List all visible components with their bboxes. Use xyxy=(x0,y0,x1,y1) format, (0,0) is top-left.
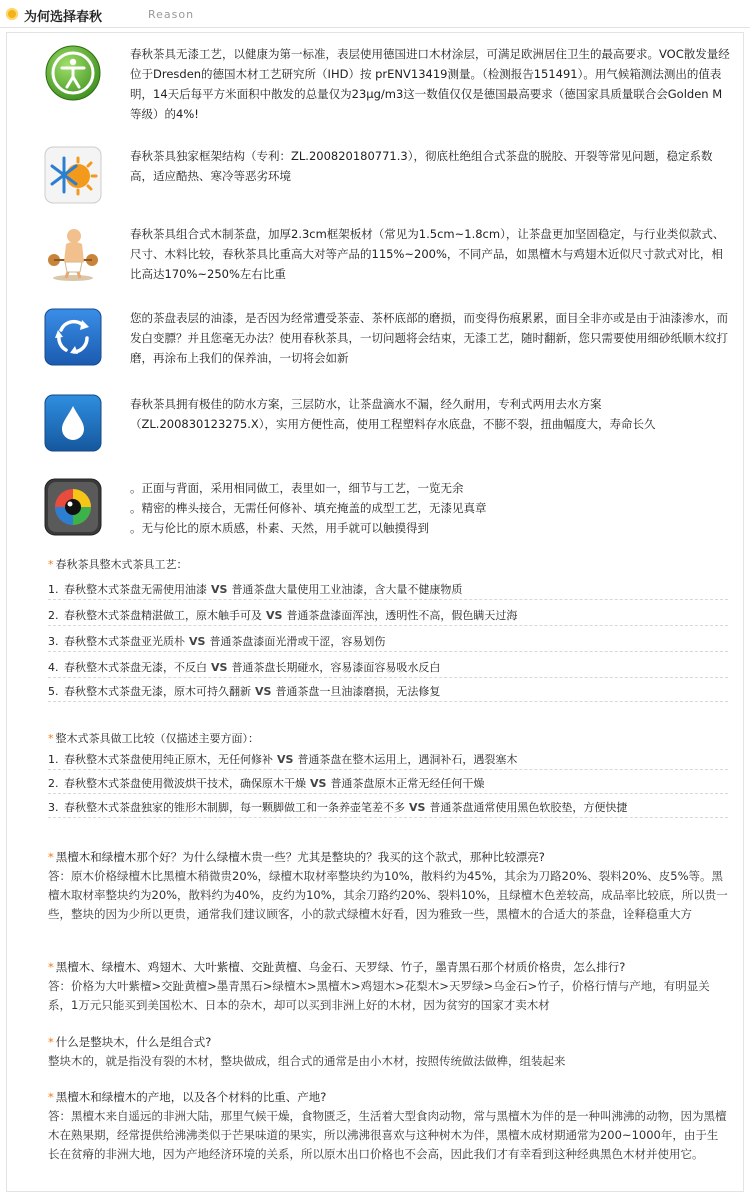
star-bullet-icon: * xyxy=(48,732,54,745)
craft-section-title: * 春秋茶具整木式茶具工艺： xyxy=(48,558,188,571)
feature-thick-board xyxy=(44,224,725,288)
faq-item xyxy=(48,848,728,924)
faq-question: * 黑檀木和绿檀木的产地，以及各个材料的比重、产地? xyxy=(48,1090,327,1104)
color-eye-icon xyxy=(44,478,102,536)
faq-question: * 黑檀木、绿檀木、鸡翅木、大叶紫檀、交趾黄檀、乌金石、天罗绿、竹子，墨青黑石那个材质价格贵，怎么排行? xyxy=(48,960,626,974)
section-subtitle: Reason xyxy=(148,8,195,21)
feature-craftsmanship xyxy=(44,478,704,540)
star-bullet-icon: * xyxy=(48,960,54,974)
faq-answer: 答：原木价格绿檀木比黑檀木稍微贵20%，绿檀木取材率整块约为10%，散料约为45%，其余为刀路20%、裂料20%、皮5%等。黑檀木取材率整块约为20%，散料约为40%，皮约为10%，其余刀路约20%、裂料10%，且绿檀木色差较高，成品率比较底，所以贵一些，整块的因为少所以更贵，通常我们建议顾客，小的款式绿檀木好看，因为雅致一些，黑檀木的合适大的茶盘，诠释稳重大方 xyxy=(48,869,728,921)
snowflake-sun-icon xyxy=(44,146,102,204)
work-compare-row: 2. 春秋整木式茶盘使用微波烘干技术，确保原木干燥 VS 普通茶盘原木正常无经任何干燥 xyxy=(48,774,728,794)
faq-item xyxy=(48,958,728,1015)
craft-compare-row: 5. 春秋整木式茶盘无漆，原木可持久翻新 VS 普通茶盘一旦油漆磨损，无法修复 xyxy=(48,682,728,702)
feature-bullet: 。正面与背面，采用相同做工，表里如一，细节与工艺，一览无余 xyxy=(130,481,464,495)
feature-text: 春秋茶具独家框架结构（专利：ZL.200820180771.3），彻底杜绝组合式茶盘的脱胶、开裂等常见问题，稳定系数高，适应酷热、寒冷等恶劣环境 xyxy=(130,149,713,183)
feature-text: 春秋茶具无漆工艺，以健康为第一标准，表层使用德国进口木材涂层，可满足欧洲居住卫生的最高要求。VOC散发量经位于Dresden的德国木材工艺研究所（IHD）按 prENV13419测量。（检测报告151491）。用气候箱测法测出的值表明，14天后每平方米面积中散发的总量仅为23μg/m3这一数值仅仅是德国最高要求（德国家具质量联合会Golden M等级）的4%! xyxy=(130,47,730,121)
section-header xyxy=(0,0,750,28)
feature-bullet: 。无与伦比的原木质感，朴素、天然，用手就可以触摸得到 xyxy=(130,521,429,535)
accessibility-person-icon xyxy=(44,44,102,102)
star-bullet-icon: * xyxy=(48,558,54,571)
section-title: 为何选择春秋 xyxy=(24,10,103,25)
faq-question: * 黑檀木和绿檀木那个好？为什么绿檀木贵一些？尤其是整块的？我买的这个款式，那种比较漂亮? xyxy=(48,850,545,864)
star-bullet-icon: * xyxy=(48,1090,54,1104)
craft-compare-row: 2. 春秋整木式茶盘精湛做工，原木触手可及 VS 普通茶盘漆面浑浊，透明性不高，假色瞒天过海 xyxy=(48,606,728,626)
star-bullet-icon: * xyxy=(48,1035,54,1049)
craft-compare-row: 1. 春秋整木式茶盘无需使用油漆 VS 普通茶盘大量使用工业油漆，含大量不健康物质 xyxy=(48,580,728,600)
water-drop-icon xyxy=(44,394,102,452)
feature-waterproof xyxy=(44,394,704,458)
faq-question: * 什么是整块木，什么是组合式? xyxy=(48,1035,212,1049)
feature-text: 春秋茶具组合式木制茶盘，加厚2.3cm框架板材（常见为1.5cm~1.8cm），让茶盘更加坚固稳定，与行业类似款式、尺寸、木料比较，春秋茶具比重高大对等产品的115%~200%，不同产品，如黑檀木与鸡翅木近似尺寸款式对比，相比高达170%~250%左右比重 xyxy=(130,227,725,281)
faq-item xyxy=(48,1033,728,1071)
feature-text: 春秋茶具拥有极佳的防水方案，三层防水，让茶盘滴水不漏，经久耐用，专利式两用去水方案（ZL.200830123275.X），实用方便性高，使用工程塑料存水底盘，不膨不裂，扭曲幅度大，寿命长久 xyxy=(130,397,656,431)
faq-answer: 答：价格为大叶紫檀>交趾黄檀>墨青黑石>绿檀木>黑檀木>鸡翅木>花梨木>天罗绿>乌金石>竹子，价格行情与产地，有明显关系，1万元只能买到美国松木、日本的杂木，却可以买到非洲上好的木材，因为贫穷的国家才卖木材 xyxy=(48,979,710,1012)
header-bullet-icon xyxy=(6,8,18,20)
star-bullet-icon: * xyxy=(48,850,54,864)
feature-frame-structure xyxy=(44,146,713,204)
compare-section-title: * 整木式茶具做工比较（仅描述主要方面）： xyxy=(48,732,259,745)
feature-bullet-list xyxy=(130,478,730,538)
strongman-icon xyxy=(44,224,102,282)
work-compare-row: 1. 春秋整木式茶盘使用纯正原木，无任何修补 VS 普通茶盘在整木运用上，遇洞补石，遇裂塞木 xyxy=(48,750,728,770)
faq-item xyxy=(48,1088,728,1164)
recycle-arrows-icon xyxy=(44,308,102,366)
feature-bullet: 。精密的榫头接合，无需任何修补、填充掩盖的成型工艺，无漆见真章 xyxy=(130,501,487,515)
faq-answer: 整块木的，就是指没有裂的木材，整块做成，组合式的通常是由小木材，按照传统做法做榫，组装起来 xyxy=(48,1054,566,1068)
feature-no-paint xyxy=(44,44,730,124)
craft-compare-row: 3. 春秋整木式茶盘亚光质朴 VS 普通茶盘漆面光滑或干涩，容易划伤 xyxy=(48,632,728,652)
craft-compare-row: 4. 春秋整木式茶盘无漆，不反白 VS 普通茶盘长期碰水，容易漆面容易吸水反白 xyxy=(48,658,728,678)
faq-answer: 答：黑檀木来自遥远的非洲大陆，那里气候干燥，食物匮乏，生活着大型食肉动物，常与黑檀木为伴的是一种叫沸沸的动物，因为黑檀木在熟果期，经常提供给沸沸类似于芒果味道的果实，所以沸沸很喜欢与这种树木为伴，黑檀木成材期通常为200~1000年，由于生长在贫瘠的非洲大地，因为产地经济环境的关系，所以原木出口价格也不会高，因此我们才有幸看到这种经典黑色木材并使用它。 xyxy=(48,1109,727,1161)
feature-renewable xyxy=(44,308,728,372)
feature-text: 您的茶盘表层的油漆，是否因为经常遭受茶壶、茶杯底部的磨损，而变得伤痕累累，面目全非亦或是由于油漆渗水，而发白变膘？并且您毫无办法？使用春秋茶具，一切问题将会结束，无漆工艺，随时翻新，您只需要使用细砂纸顺木纹打磨，再涂布上我们的保养油，一切将会如新 xyxy=(130,311,728,365)
work-compare-row: 3. 春秋整木式茶盘独家的锥形木制脚，每一颗脚做工和一条养壶笔差不多 VS 普通茶盘通常使用黑色软胶垫，方便快捷 xyxy=(48,798,728,818)
